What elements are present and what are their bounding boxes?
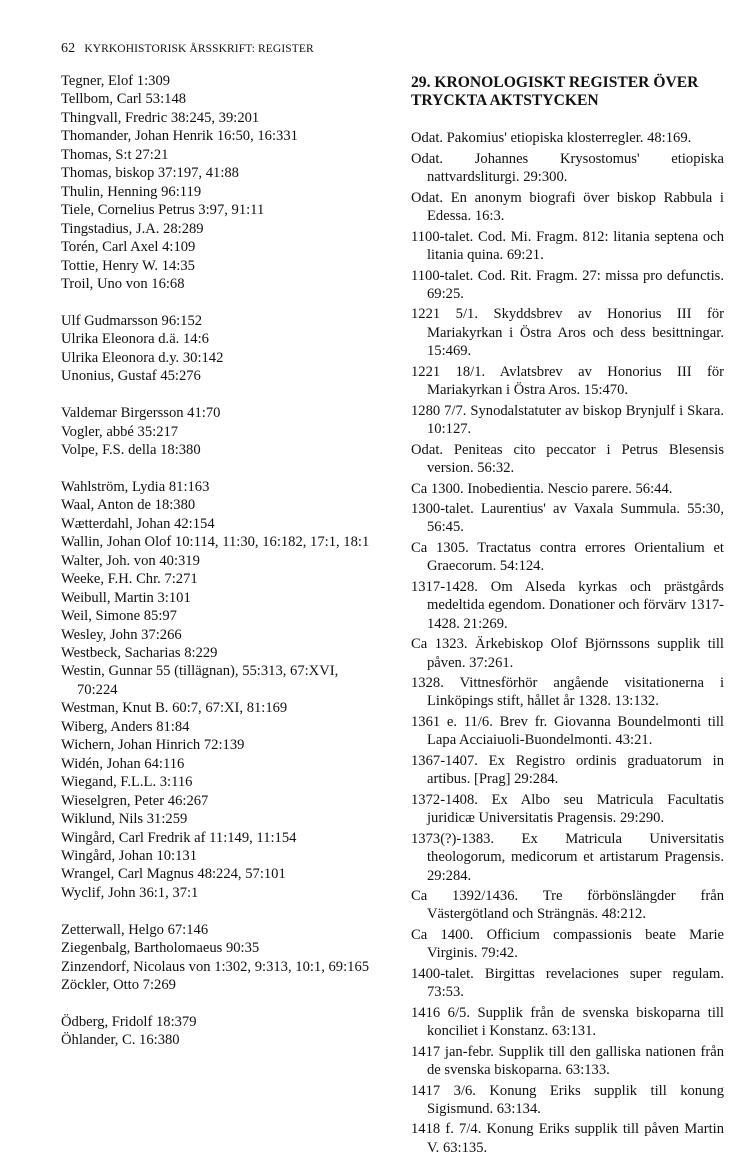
index-entry: Torén, Carl Axel 4:109 <box>61 239 196 256</box>
chronological-entry: Odat. Pakomius' etiopiska klosterregler. 48:169. <box>411 130 692 147</box>
index-entry: Weeke, F.H. Chr. 7:271 <box>61 571 198 588</box>
index-entry: Westin, Gunnar 55 (tillägnan), 55:313, 67:XVI, 70:224 <box>61 663 339 698</box>
index-entry: Wiegand, F.L.L. 3:116 <box>61 774 193 791</box>
index-entry: Weibull, Martin 3:101 <box>61 589 191 606</box>
chronological-entry: 1418 f. 7/4. Konung Eriks supplik till påven Martin V. 63:135. <box>411 1121 724 1156</box>
chronological-entry: 1417 3/6. Konung Eriks supplik till konung Sigismund. 63:134. <box>411 1082 724 1117</box>
chronological-entry: 1373(?)-1383. Ex Matricula Universitatis theologorum, medicorum et artistarum Pragensis. 29:284. <box>411 830 724 884</box>
chronological-entry: 1100-talet. Cod. Rit. Fragm. 27: missa pro defunctis. 69:25. <box>411 267 724 302</box>
name-index-column <box>61 72 381 1068</box>
index-entry: Ödberg, Fridolf 18:379 <box>61 1014 197 1031</box>
chronological-entry-list <box>411 129 724 1157</box>
index-entry: Tottie, Henry W. 14:35 <box>61 257 195 274</box>
index-entry: Tellbom, Carl 53:148 <box>61 91 187 108</box>
chronological-entry: 1221 5/1. Skyddsbrev av Honorius III för Mariakyrkan i Östra Aros och dess besittningar. 15:469. <box>411 306 724 360</box>
chronological-entry: 1280 7/7. Synodalstatuter av biskop Brynjulf i Skara. 10:127. <box>411 402 724 438</box>
index-entry: Ziegenbalg, Bartholomaeus 90:35 <box>61 940 260 957</box>
index-entry: Wesley, John 37:266 <box>61 626 182 643</box>
chronological-entry: Odat. Johannes Krysostomus' etiopiska nattvardsliturgi. 29:300. <box>411 150 724 186</box>
index-entry: Wingård, Carl Fredrik af 11:149, 11:154 <box>61 829 297 846</box>
page-number: 62 <box>61 41 76 56</box>
index-entry: Ulf Gudmarsson 96:152 <box>61 312 203 329</box>
index-letter-group <box>61 404 381 459</box>
index-letter-group <box>61 72 381 293</box>
index-entry: Troil, Uno von 16:68 <box>61 275 185 292</box>
index-letter-group <box>61 478 381 902</box>
index-entry: Ulrika Eleonora d.y. 30:142 <box>61 349 224 366</box>
chronological-entry: 1361 e. 11/6. Brev fr. Giovanna Boundelmonti till Lapa Acciaiuoli-Buondelmonti. 43:21. <box>411 713 724 749</box>
index-entry: Wiberg, Anders 81:84 <box>61 718 190 735</box>
index-entry: Zinzendorf, Nicolaus von 1:302, 9:313, 10:1, 69:165 <box>61 958 370 975</box>
chronological-entry: 1328. Vittnesförhör angående visitationerna i Linköpings stift, hållet år 1328. 13:132. <box>411 675 724 710</box>
index-entry: Walter, Joh. von 40:319 <box>61 552 200 569</box>
index-letter-group <box>61 921 381 995</box>
index-entry: Thomas, biskop 37:197, 41:88 <box>61 165 239 182</box>
index-entry: Volpe, F.S. della 18:380 <box>61 442 201 459</box>
index-entry: Wrangel, Carl Magnus 48:224, 57:101 <box>61 866 286 883</box>
chronological-entry: 1100-talet. Cod. Mi. Fragm. 812: litania septena och litania quina. 69:21. <box>411 228 724 264</box>
index-entry: Wingård, Johan 10:131 <box>61 847 198 864</box>
chronological-register-column <box>411 72 724 1159</box>
index-entry: Valdemar Birgersson 41:70 <box>61 405 221 422</box>
chronological-entry: Odat. En anonym biografi över biskop Rabbula i Edessa. 16:3. <box>411 189 724 225</box>
index-entry: Wallin, Johan Olof 10:114, 11:30, 16:182, 17:1, 18:1 <box>61 534 370 551</box>
section-title <box>411 74 724 111</box>
chronological-entry: Ca 1392/1436. Tre förbönslängder från Västergötland och Strängnäs. 48:212. <box>411 888 724 923</box>
index-entry: Wahlström, Lydia 81:163 <box>61 478 210 495</box>
index-entry: Westman, Knut B. 60:7, 67:XI, 81:169 <box>61 700 288 717</box>
section-title-line-2: TRYCKTA AKTSTYCKEN <box>411 92 599 110</box>
page-header <box>61 41 314 57</box>
chronological-entry: Ca 1323. Ärkebiskop Olof Björnssons supplik till påven. 37:261. <box>411 636 724 671</box>
chronological-entry: Odat. Peniteas cito peccator i Petrus Blesensis version. 56:32. <box>411 441 724 477</box>
index-entry: Widén, Johan 64:116 <box>61 755 185 772</box>
chronological-entry: 1300-talet. Laurentius' av Vaxala Summula. 55:30, 56:45. <box>411 500 724 536</box>
index-entry: Zetterwall, Helgo 67:146 <box>61 921 209 938</box>
index-entry: Tegner, Elof 1:309 <box>61 73 171 89</box>
index-entry: Wichern, Johan Hinrich 72:139 <box>61 737 245 754</box>
index-entry: Wyclif, John 36:1, 37:1 <box>61 884 199 901</box>
chronological-entry: 1372-1408. Ex Albo seu Matricula Facultatis juridicæ Universitatis Pragensis. 29:290. <box>411 791 724 827</box>
index-entry: Wætterdahl, Johan 42:154 <box>61 515 215 532</box>
index-entry: Westbeck, Sacharias 8:229 <box>61 645 218 661</box>
index-entry: Ulrika Eleonora d.ä. 14:6 <box>61 331 209 348</box>
chronological-entry: 1317-1428. Om Alseda kyrkas och prästgårds medeltida egendom. Donationer och förvärv 1317-1428. 21:269. <box>411 578 724 632</box>
index-entry: Tiele, Cornelius Petrus 3:97, 91:11 <box>61 202 265 219</box>
index-entry: Thulin, Henning 96:119 <box>61 183 202 200</box>
index-entry: Zöckler, Otto 7:269 <box>61 977 176 994</box>
index-entry: Tingstadius, J.A. 28:289 <box>61 220 204 237</box>
index-entry: Vogler, abbé 35:217 <box>61 423 179 440</box>
index-entry: Thomas, S:t 27:21 <box>61 146 169 163</box>
chronological-entry: Ca 1300. Inobedientia. Nescio parere. 56:44. <box>411 480 673 497</box>
index-entry: Weil, Simone 85:97 <box>61 608 177 625</box>
running-title: KYRKOHISTORISK ÅRSSKRIFT: REGISTER <box>84 43 314 55</box>
chronological-entry: 1400-talet. Birgittas revelaciones super regulam. 73:53. <box>411 965 724 1001</box>
chronological-entry: 1416 6/5. Supplik från de svenska biskoparna till konciliet i Konstanz. 63:131. <box>411 1004 724 1040</box>
index-entry: Waal, Anton de 18:380 <box>61 497 196 514</box>
index-entry: Unonius, Gustaf 45:276 <box>61 368 201 385</box>
index-entry: Wieselgren, Peter 46:267 <box>61 792 209 809</box>
index-entry: Thomander, Johan Henrik 16:50, 16:331 <box>61 128 298 145</box>
section-title-line-1: 29. KRONOLOGISKT REGISTER ÖVER <box>411 74 699 91</box>
chronological-entry: Ca 1305. Tractatus contra errores Orientalium et Graecorum. 54:124. <box>411 539 724 575</box>
index-entry: Öhlander, C. 16:380 <box>61 1032 180 1049</box>
chronological-entry: 1221 18/1. Avlatsbrev av Honorius III för Mariakyrkan i Östra Aros. 15:470. <box>411 363 724 399</box>
index-entry: Thingvall, Fredric 38:245, 39:201 <box>61 109 260 126</box>
chronological-entry: 1367-1407. Ex Registro ordinis graduatorum in artibus. [Prag] 29:284. <box>411 752 724 788</box>
index-letter-group <box>61 312 381 386</box>
index-entry: Wiklund, Nils 31:259 <box>61 811 188 828</box>
chronological-entry: Ca 1400. Officium compassionis beate Marie Virginis. 79:42. <box>411 926 724 962</box>
index-letter-group <box>61 1013 381 1050</box>
chronological-entry: 1417 jan-febr. Supplik till den galliska nationen från de svenska biskoparna. 63:133. <box>411 1043 724 1079</box>
